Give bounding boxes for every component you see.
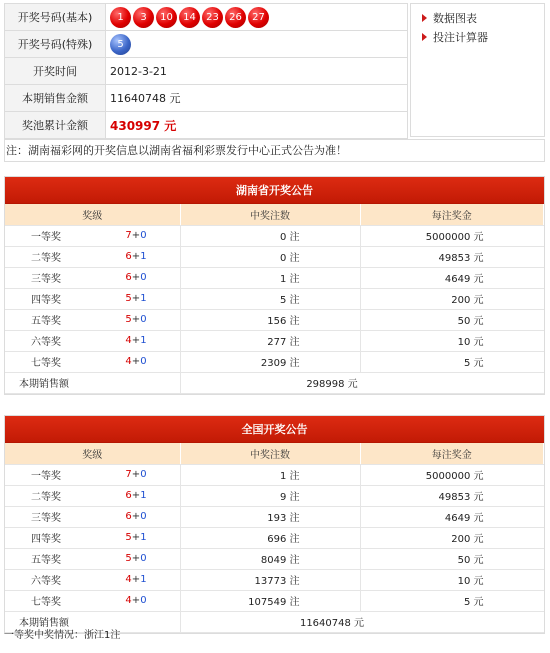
table-row (5, 225, 544, 246)
table-row (5, 569, 544, 590)
prize-amount: 4649 元 (360, 506, 544, 527)
table-row (5, 288, 544, 309)
table-row (5, 485, 544, 506)
header-level: 奖级 (5, 204, 180, 225)
table-row (5, 527, 544, 548)
table-row (5, 246, 544, 267)
header-level: 奖级 (5, 443, 180, 464)
sales-label: 本期销售额 (5, 611, 180, 632)
blue-match-count: 1 (140, 532, 147, 543)
prize-amount: 200 元 (360, 527, 544, 548)
blue-match-count: 1 (140, 251, 147, 262)
header-count: 中奖注数 (180, 204, 360, 225)
section-title: 湖南省开奖公告 (5, 177, 544, 204)
winner-count: 5 注 (180, 288, 360, 309)
prize-level: 五等奖 (5, 548, 93, 569)
winner-count: 193 注 (180, 506, 360, 527)
blue-match-count: 0 (140, 511, 147, 522)
red-ball: 1 (110, 7, 131, 28)
match-rule: 6+1 (93, 246, 181, 267)
winner-count: 696 注 (180, 527, 360, 548)
blue-ball: 5 (110, 34, 131, 55)
prize-level: 七等奖 (5, 351, 93, 372)
prize-amount: 5000000 元 (360, 464, 544, 485)
section-title: 全国开奖公告 (5, 416, 544, 443)
prize-level: 一等奖 (5, 225, 93, 246)
match-rule: 5+0 (93, 548, 181, 569)
basic-number-label: 开奖号码(基本) (5, 4, 106, 31)
prize-amount: 49853 元 (360, 246, 544, 267)
prize-amount: 10 元 (360, 330, 544, 351)
winner-count: 8049 注 (180, 548, 360, 569)
prize-level: 七等奖 (5, 590, 93, 611)
notice-text: 注：湖南福彩网的开奖信息以湖南省福利彩票发行中心正式公告为准！ (4, 139, 545, 162)
sales-label: 本期销售额 (5, 372, 180, 393)
prize-pool-value: 430997 元 (106, 112, 408, 139)
prize-amount: 200 元 (360, 288, 544, 309)
match-rule: 6+1 (93, 485, 181, 506)
prize-amount: 10 元 (360, 569, 544, 590)
basic-balls (106, 4, 408, 31)
table-row (5, 548, 544, 569)
red-ball: 27 (248, 7, 269, 28)
prize-level: 二等奖 (5, 485, 93, 506)
national-prize-table (5, 443, 544, 633)
blue-match-count: 1 (140, 574, 147, 585)
blue-match-count: 0 (140, 553, 147, 564)
winner-count: 1 注 (180, 464, 360, 485)
sales-value: 11640748 元 (180, 611, 544, 632)
draw-info-table (4, 3, 408, 139)
prize-level: 六等奖 (5, 569, 93, 590)
header-prize: 每注奖金 (360, 443, 544, 464)
prize-level: 六等奖 (5, 330, 93, 351)
blue-match-count: 1 (140, 335, 147, 346)
match-rule: 7+0 (93, 464, 181, 485)
winner-count: 0 注 (180, 225, 360, 246)
bet-calculator-link[interactable]: 投注计算器 (433, 31, 488, 44)
sales-amount-label: 本期销售金额 (5, 85, 106, 112)
prize-amount: 4649 元 (360, 267, 544, 288)
match-rule: 4+1 (93, 569, 181, 590)
red-match-count: 6 (125, 511, 132, 522)
prize-level: 一等奖 (5, 464, 93, 485)
red-ball: 14 (179, 7, 200, 28)
red-match-count: 7 (125, 469, 132, 480)
prize-amount: 5 元 (360, 351, 544, 372)
winner-count: 1 注 (180, 267, 360, 288)
prize-amount: 50 元 (360, 309, 544, 330)
blue-match-count: 0 (140, 272, 147, 283)
hunan-prize-table (5, 204, 544, 394)
red-match-count: 6 (125, 272, 132, 283)
red-match-count: 7 (125, 230, 132, 241)
blue-match-count: 0 (140, 469, 147, 480)
prize-pool-label: 奖池累计金额 (5, 112, 106, 139)
match-rule: 5+1 (93, 288, 181, 309)
winner-count: 13773 注 (180, 569, 360, 590)
sales-value: 298998 元 (180, 372, 544, 393)
blue-match-count: 0 (140, 314, 147, 325)
table-row (5, 309, 544, 330)
blue-match-count: 0 (140, 356, 147, 367)
winner-count: 156 注 (180, 309, 360, 330)
match-rule: 7+0 (93, 225, 181, 246)
blue-match-count: 0 (140, 230, 147, 241)
table-row (5, 506, 544, 527)
header-count: 中奖注数 (180, 443, 360, 464)
red-match-count: 4 (125, 335, 132, 346)
match-rule: 4+0 (93, 351, 181, 372)
red-ball: 23 (202, 7, 223, 28)
table-row (5, 351, 544, 372)
red-match-count: 5 (125, 532, 132, 543)
red-match-count: 5 (125, 314, 132, 325)
red-match-count: 4 (125, 595, 132, 606)
data-chart-link[interactable]: 数据图表 (433, 12, 477, 25)
table-row (5, 590, 544, 611)
red-ball: 26 (225, 7, 246, 28)
match-rule: 5+0 (93, 309, 181, 330)
red-ball: 3 (133, 7, 154, 28)
first-prize-winners-note: 一等奖中奖情况：浙江1注 (4, 630, 121, 641)
table-row (5, 464, 544, 485)
special-number-label: 开奖号码(特殊) (5, 31, 106, 58)
hunan-announcement (4, 176, 545, 395)
red-match-count: 5 (125, 553, 132, 564)
match-rule: 5+1 (93, 527, 181, 548)
table-row (5, 330, 544, 351)
red-match-count: 4 (125, 356, 132, 367)
prize-amount: 50 元 (360, 548, 544, 569)
prize-amount: 5 元 (360, 590, 544, 611)
prize-level: 三等奖 (5, 267, 93, 288)
arrow-right-icon (422, 14, 427, 22)
national-announcement (4, 415, 545, 634)
prize-level: 三等奖 (5, 506, 93, 527)
sales-amount-value: 11640748 元 (106, 85, 408, 112)
match-rule: 6+0 (93, 267, 181, 288)
red-match-count: 4 (125, 574, 132, 585)
match-rule: 6+0 (93, 506, 181, 527)
winner-count: 277 注 (180, 330, 360, 351)
prize-amount: 49853 元 (360, 485, 544, 506)
prize-level: 四等奖 (5, 527, 93, 548)
prize-level: 二等奖 (5, 246, 93, 267)
side-links-box (410, 3, 545, 137)
prize-amount: 5000000 元 (360, 225, 544, 246)
winner-count: 9 注 (180, 485, 360, 506)
blue-match-count: 1 (140, 490, 147, 501)
blue-match-count: 1 (140, 293, 147, 304)
arrow-right-icon (422, 33, 427, 41)
blue-match-count: 0 (140, 595, 147, 606)
match-rule: 4+1 (93, 330, 181, 351)
red-match-count: 5 (125, 293, 132, 304)
winner-count: 107549 注 (180, 590, 360, 611)
header-prize: 每注奖金 (360, 204, 544, 225)
draw-date-label: 开奖时间 (5, 58, 106, 85)
red-match-count: 6 (125, 251, 132, 262)
winner-count: 2309 注 (180, 351, 360, 372)
prize-level: 四等奖 (5, 288, 93, 309)
table-row (5, 267, 544, 288)
draw-date-value: 2012-3-21 (106, 58, 408, 85)
prize-level: 五等奖 (5, 309, 93, 330)
red-ball: 10 (156, 7, 177, 28)
match-rule: 4+0 (93, 590, 181, 611)
winner-count: 0 注 (180, 246, 360, 267)
red-match-count: 6 (125, 490, 132, 501)
